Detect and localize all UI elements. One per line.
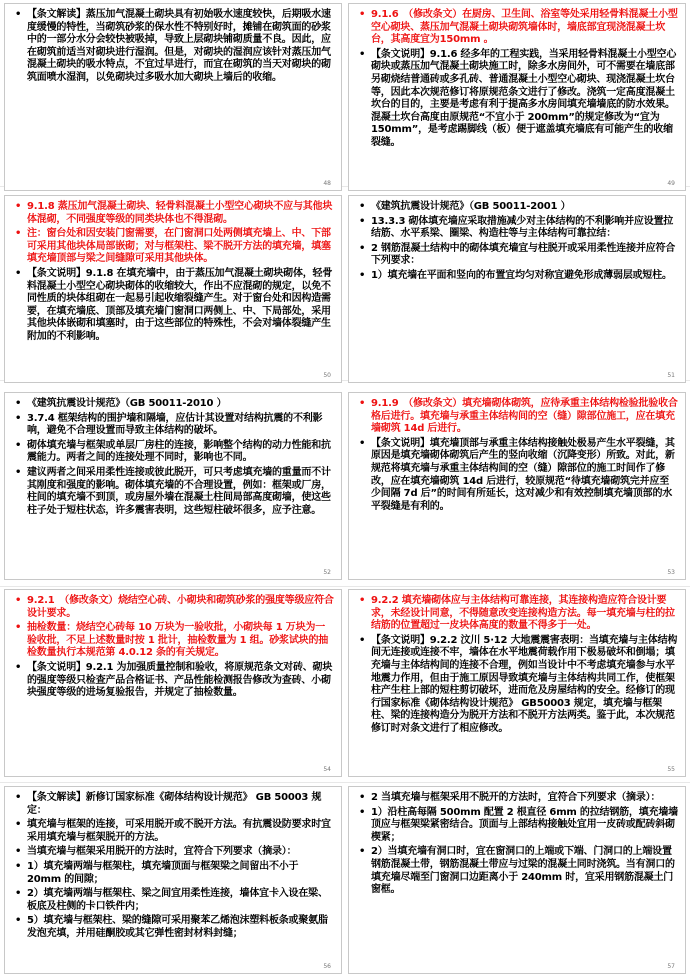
clause-bullet bbox=[14, 268, 334, 344]
bullet-dot-icon: • bbox=[15, 860, 22, 872]
clause-text: 【条文说明】9.1.6 经多年的工程实践，当采用轻骨料混凝土小型空心砌块或蒸压加气混凝土砌块施工时，除多水房间外，可不需要在墙底部另砌烧结普通砖或多孔砖、普通混凝土小型空心砌块、现浇混凝土坎台等，因此本次规范修订将原规范条文进行了修改。浇筑一定高度混凝土坎台的目的，主要是考虑有利于提高多水房间填充墙墙底的防水效果。混凝土坎台高度由原规范“不宜小于 200mm”的规定修改为“宜为 150mm”，是考虑踢脚线（板）便于遮盖填充墙底有可能产生的收缩裂缝。 bbox=[371, 48, 677, 148]
bullet-list bbox=[14, 595, 334, 700]
clause-text: 填充墙与框架的连接，可采用脱开或不脱开方法。有抗震设防要求时宜采用填充墙与框架脱开的方法。 bbox=[27, 819, 331, 843]
clause-bullet bbox=[358, 438, 678, 514]
clause-text: 5）填充墙与框架柱、梁的缝隙可采用聚苯乙烯泡沫塑料板条或聚氨脂发泡充填，并用硅酮胶或其它弹性密封材料封缝； bbox=[27, 915, 328, 939]
clause-bullet bbox=[14, 467, 334, 517]
bullet-dot-icon: • bbox=[15, 466, 22, 478]
bullet-dot-icon: • bbox=[359, 48, 366, 60]
clause-bullet bbox=[358, 270, 678, 283]
slide-page-51 bbox=[348, 195, 686, 383]
bullet-dot-icon: • bbox=[359, 846, 366, 858]
clause-bullet bbox=[14, 861, 334, 886]
clause-bullet-highlighted bbox=[358, 398, 678, 436]
bullet-dot-icon: • bbox=[359, 792, 366, 803]
clause-text: 9.2.2 填充墙砌体应与主体结构可靠连接，其连接构造应符合设计要求，未经设计同意，不得随意改变连接构造方法。每一填充墙与柱的拉结筋的位置超过一皮块体高度的数量不得多于一处。 bbox=[371, 595, 675, 632]
clause-text: 9.1.8 蒸压加气混凝土砌块、轻骨料混凝土小型空心砌块不应与其他块体混砌，不同强度等级的同类块体也不得混砌。 bbox=[27, 201, 333, 225]
clause-bullet-highlighted bbox=[358, 9, 678, 47]
slide-page-48 bbox=[4, 3, 342, 191]
bullet-dot-icon: • bbox=[359, 398, 366, 409]
bullet-list bbox=[358, 792, 678, 897]
clause-text: 抽检数量：烧结空心砖每 10 万块为一验收批，小砌块每 1 万块为一验收批，不足上述数量时按 1 批计，抽检数量为 1 组。砂浆试块的抽检数量执行本规范第 4.0.12 条的有关规定。 bbox=[27, 622, 329, 659]
clause-text: 13.3.3 砌体填充墙应采取措施减少对主体结构的不利影响并应设置拉结筋、水平系梁、圈梁、构造柱等与主体结构可靠拉结： bbox=[371, 215, 674, 240]
clause-text: 【条文解读】新修订国家标准《砌体结构设计规范》 GB 50003 规定： bbox=[27, 792, 322, 816]
clause-text: 9.1.9 （修改条文）填充墙砌体砌筑，应待承重主体结构检验批验收合格后进行。填充墙与承重主体结构间的空（缝）隙部位施工，应在填充墙砌筑 14d 后进行。 bbox=[371, 398, 678, 435]
row-separator bbox=[0, 586, 690, 587]
clause-bullet bbox=[358, 201, 678, 214]
clause-bullet bbox=[14, 413, 334, 438]
clause-bullet bbox=[14, 662, 334, 700]
bullet-dot-icon: • bbox=[359, 201, 366, 212]
bullet-dot-icon: • bbox=[15, 9, 22, 20]
page-number: 53 bbox=[667, 569, 675, 576]
slide-page-54 bbox=[4, 589, 342, 777]
bullet-dot-icon: • bbox=[15, 398, 22, 409]
page-number: 49 bbox=[667, 180, 675, 187]
clause-text: 【条文说明】9.2.1 为加强质量控制和验收，将原规范条文对砖、砌块的强度等级只检查产品合格证书、产品性能检测报告修改为查砖、小砌块强度等级的进场复验报告，并规定了抽检数量。 bbox=[27, 661, 333, 699]
clause-text: 建议两者之间采用柔性连接或彼此脱开，可只考虑填充墙的重量而不计其刚度和强度的影响。砌体填充墙的不合理设置，例如：框架或厂房，柱间的填充墙不到顶，或房屋外墙在混凝土柱间局部高度砌墙，使这些柱子处于短柱状态，许多震害表明，这些短柱破坏很多，应予注意。 bbox=[27, 466, 331, 516]
clause-bullet-highlighted bbox=[14, 201, 334, 226]
bullet-dot-icon: • bbox=[359, 9, 366, 20]
clause-text: 《建筑抗震设计规范》（GB 50011-2001 ） bbox=[371, 201, 571, 212]
slide-page-52 bbox=[4, 392, 342, 580]
bullet-dot-icon: • bbox=[359, 269, 366, 281]
bullet-dot-icon: • bbox=[15, 915, 22, 927]
page-number: 52 bbox=[323, 569, 331, 576]
bullet-dot-icon: • bbox=[15, 595, 22, 606]
clause-bullet-highlighted bbox=[14, 228, 334, 266]
clause-text: 砌体填充墙与框架或单层厂房柱的连接，影响整个结构的动力性能和抗震能力。两者之间的连接处理不同时，影响也不同。 bbox=[27, 439, 331, 464]
clause-text: 【条文解读】蒸压加气混凝土砌块具有初始吸水速度较快，后期吸水速度缓慢的特性，当砌筑砂浆的保水性不特别好时，摊铺在砌筑面的砂浆中的一部分水分会较快被吸掉，导致上层砌块铺砌质量不良。因此，应在砌筑前适当对砌块进行湿润。但是，对砌块的湿润应该针对蒸压加气混凝土砌块的吸水特点，不宜过早进行，而宜在砌筑的当天对砌块的砌筑面喷水湿润，以免砌块过多吸水加大砌块上墙后的收缩。 bbox=[27, 9, 331, 83]
bullet-dot-icon: • bbox=[15, 622, 22, 634]
page-number: 57 bbox=[667, 963, 675, 970]
bullet-dot-icon: • bbox=[359, 595, 366, 606]
bullet-dot-icon: • bbox=[15, 267, 22, 279]
clause-bullet bbox=[358, 635, 678, 736]
clause-bullet-highlighted bbox=[358, 595, 678, 633]
clause-bullet bbox=[358, 216, 678, 241]
bullet-list bbox=[358, 9, 678, 150]
bullet-dot-icon: • bbox=[15, 661, 22, 673]
slide-page-53 bbox=[348, 392, 686, 580]
bullet-dot-icon: • bbox=[15, 819, 22, 831]
slide-page-49 bbox=[348, 3, 686, 191]
bullet-list bbox=[14, 201, 334, 344]
clause-bullet bbox=[14, 915, 334, 940]
clause-text: 2）填充墙两端与框架柱、梁之间宜用柔性连接，墙体宜卡入设在梁、板底及柱侧的卡口铁件内； bbox=[27, 888, 328, 912]
clause-text: 2 钢筋混凝土结构中的砌体填充墙宜与柱脱开或采用柔性连接并应符合下列要求： bbox=[371, 242, 676, 267]
clause-text: 2）当填充墙有洞口时，宜在窗洞口的上端或下端、门洞口的上端设置钢筋混凝土带，钢筋混凝土带应与过梁的混凝土同时浇筑。当有洞口的填充墙尽端至门窗洞口边距离小于 240mm 时，宜采用钢筋混凝土门窗框。 bbox=[371, 846, 675, 896]
bullet-dot-icon: • bbox=[15, 412, 22, 424]
clause-text: 《建筑抗震设计规范》（GB 50011-2010 ） bbox=[27, 398, 227, 409]
clause-bullet bbox=[14, 846, 334, 859]
clause-bullet bbox=[358, 243, 678, 268]
page-number: 54 bbox=[323, 766, 331, 773]
bullet-list bbox=[14, 398, 334, 517]
clause-text: 当填充墙与框架采用脱开的方法时，宜符合下列要求（摘录）： bbox=[27, 846, 297, 858]
bullet-dot-icon: • bbox=[359, 215, 366, 227]
page-number: 48 bbox=[323, 180, 331, 187]
bullet-list bbox=[14, 792, 334, 941]
bullet-dot-icon: • bbox=[15, 228, 22, 240]
clause-bullet bbox=[358, 49, 678, 150]
clause-text: 【条文说明】9.2.2 汶川 5·12 大地震震害表明：当填充墙与主体结构间无连接或连接不牢，墙体在水平地震荷载作用下极易破坏和倒塌；填充墙与主体结构间的连接不合理，例如当设计中不考虑填充墙参与水平地震力作用，但由于施工原因导致填充墙与主体结构共同工作，使框架柱产生柱上部的短柱剪切破坏，进而危及房屋结构的安全。经修订的现行国家标准《砌体结构设计规范》 GB50003 规定，填充墙与框架柱、梁的连接构造分为脱开方法和不脱开方法两类。鉴于此，本次规范修订时对条文进行了相应修改。 bbox=[371, 634, 678, 734]
bullet-dot-icon: • bbox=[359, 437, 366, 449]
clause-bullet bbox=[358, 846, 678, 896]
bullet-dot-icon: • bbox=[359, 634, 366, 646]
clause-text: 1）填充墙在平面和竖向的布置宜均匀对称宜避免形成薄弱层或短柱。 bbox=[371, 269, 672, 281]
bullet-list bbox=[358, 595, 678, 736]
clause-bullet bbox=[14, 792, 334, 817]
bullet-list bbox=[358, 201, 678, 283]
bullet-dot-icon: • bbox=[15, 792, 22, 803]
slide-page-56 bbox=[4, 786, 342, 974]
clause-text: 1）沿柱高每隔 500mm 配置 2 根直径 6mm 的拉结钢筋，填充墙墙顶应与框架梁紧密结合。顶面与上部结构接触处宜用一皮砖或配砖斜砌楔紧； bbox=[371, 806, 678, 843]
page-number: 51 bbox=[667, 372, 675, 379]
bullet-dot-icon: • bbox=[15, 201, 22, 212]
slide-page-55 bbox=[348, 589, 686, 777]
clause-text: 注：窗台处和因安装门窗需要，在门窗洞口处两侧填充墙上、中、下部可采用其他块体局部嵌砌；对与框架柱、梁不脱开方法的填充墙，填塞填充墙顶部与梁之间缝隙可采用其他块体。 bbox=[27, 228, 331, 265]
bullet-list bbox=[358, 398, 678, 513]
bullet-dot-icon: • bbox=[359, 806, 366, 818]
clause-bullet bbox=[14, 398, 334, 411]
row-separator bbox=[0, 782, 690, 783]
bullet-dot-icon: • bbox=[15, 888, 22, 900]
clause-text: 1）填充墙两端与框架柱，填充墙顶面与框架梁之间留出不小于 20mm 的间隙； bbox=[27, 860, 299, 885]
slide-page-57 bbox=[348, 786, 686, 974]
bullet-dot-icon: • bbox=[15, 439, 22, 451]
clause-bullet bbox=[358, 807, 678, 845]
clause-bullet bbox=[14, 9, 334, 85]
page-number: 50 bbox=[323, 372, 331, 379]
clause-text: 9.1.6 （修改条文）在厨房、卫生间、浴室等处采用轻骨料混凝土小型空心砌块、蒸压加气混凝土砌块砌筑墙体时，墙底部宜现浇混凝土坎台，其高度宜为150mm 。 bbox=[371, 9, 678, 46]
page-number: 56 bbox=[323, 963, 331, 970]
clause-text: 【条文说明】填充墙顶部与承重主体结构接触处极易产生水平裂缝，其原因是填充墙砌体砌筑后产生的竖向收缩（沉降变形）所致。对此，新规范将填充墙与承重主体结构间的空（缝）隙部位的施工时间作了修改，应在填充墙砌筑 14d 后进行，较原规范“待填充墙砌筑完并应至少间隔 7d 后”的时间有所延长，这对减少和有效控制填充墙顶部的水平裂缝是有利的。 bbox=[371, 437, 675, 512]
clause-text: 3.7.4 框架结构的围护墙和隔墙，应估计其设置对结构抗震的不利影响，避免不合理设置而导致主体结构的破坏。 bbox=[27, 412, 323, 437]
clause-bullet bbox=[14, 888, 334, 913]
slide-page-50 bbox=[4, 195, 342, 383]
clause-bullet bbox=[14, 440, 334, 465]
clause-text: 9.2.1 （修改条文）烧结空心砖、小砌块和砌筑砂浆的强度等级应符合设计要求。 bbox=[27, 595, 334, 619]
bullet-dot-icon: • bbox=[359, 242, 366, 254]
clause-text: 2 当填充墙与框架采用不脱开的方法时，宜符合下列要求（摘录）： bbox=[371, 792, 661, 803]
bullet-list bbox=[14, 9, 334, 85]
clause-bullet bbox=[358, 792, 678, 805]
clause-bullet-highlighted bbox=[14, 622, 334, 660]
clause-bullet bbox=[14, 819, 334, 844]
bullet-dot-icon: • bbox=[15, 846, 22, 858]
page-number: 55 bbox=[667, 766, 675, 773]
clause-text: 【条文说明】9.1.8 在填充墙中，由于蒸压加气混凝土砌块砌体，轻骨料混凝土小型空心砌块砌体的收缩较大，作出不应混砌的规定，以免不同性质的块体组砌在一起易引起收缩裂缝产生。对于窗台处和因构造需要，在填充墙底、顶部及填充墙门窗洞口两侧上、中、下局部处，采用其他块体嵌砌和填塞时，由于这些部位的特殊性，不会对墙体裂缝产生附加的不利影响。 bbox=[27, 267, 333, 342]
clause-bullet-highlighted bbox=[14, 595, 334, 620]
